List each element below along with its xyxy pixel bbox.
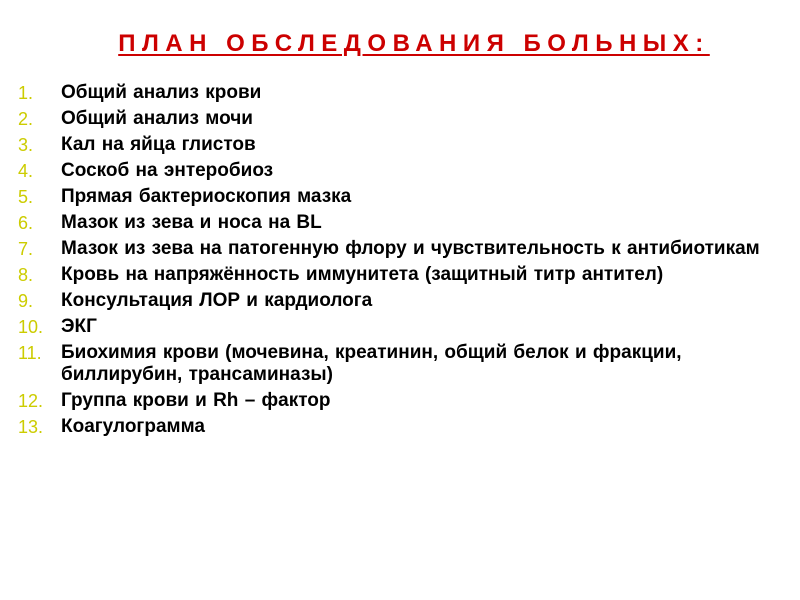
list-item-text: Прямая бактериоскопия мазка: [61, 186, 352, 207]
list-item: [18, 342, 788, 386]
list-item-text: Кровь на напряжённость иммунитета (защитный титр антител): [61, 264, 664, 285]
examination-list: [18, 82, 788, 442]
list-item-number: 13.: [18, 417, 44, 437]
list-item: [18, 316, 788, 338]
list-item-text: Кал на яйца глистов: [61, 134, 256, 155]
list-item-number: 3.: [18, 135, 34, 155]
list-item: [18, 290, 788, 312]
list-item-number: 11.: [18, 343, 42, 363]
list-item-text: Соскоб на энтеробиоз: [61, 160, 274, 181]
list-item: [18, 186, 788, 208]
list-item-number: 7.: [18, 239, 34, 259]
list-item-number: 6.: [18, 213, 34, 233]
list-item-text: Группа крови и Rh – фактор: [61, 390, 331, 411]
list-item-text: Общий анализ мочи: [61, 108, 253, 129]
list-item: [18, 238, 788, 260]
list-item: [18, 264, 788, 286]
list-item-text: Мазок из зева на патогенную флору и чувствительность к антибиотикам: [61, 238, 760, 259]
list-item-number: 10.: [18, 317, 44, 337]
list-item: [18, 416, 788, 438]
list-item: [18, 390, 788, 412]
list-item: [18, 108, 788, 130]
list-item-text: Консультация ЛОР и кардиолога: [61, 290, 373, 311]
list-item-number: 2.: [18, 109, 34, 129]
list-item-text: Коагулограмма: [61, 416, 205, 437]
list-item-number: 12.: [18, 391, 44, 411]
list-item-text: ЭКГ: [61, 316, 97, 337]
list-item: [18, 212, 788, 234]
list-item-text: Мазок из зева и носа на BL: [61, 212, 322, 233]
list-item: [18, 160, 788, 182]
list-item-number: 9.: [18, 291, 34, 311]
list-item-text: Общий анализ крови: [61, 82, 262, 103]
slide-title: ПЛАН ОБСЛЕДОВАНИЯ БОЛЬНЫХ:: [118, 30, 710, 57]
list-item: [18, 82, 788, 104]
list-item-number: 8.: [18, 265, 34, 285]
list-item-number: 5.: [18, 187, 34, 207]
list-item: [18, 134, 788, 156]
list-item-text: Биохимия крови (мочевина, креатинин, общий белок и фракции, биллирубин, трансаминазы): [61, 342, 682, 385]
list-item-number: 1.: [18, 83, 34, 103]
list-item-number: 4.: [18, 161, 34, 181]
